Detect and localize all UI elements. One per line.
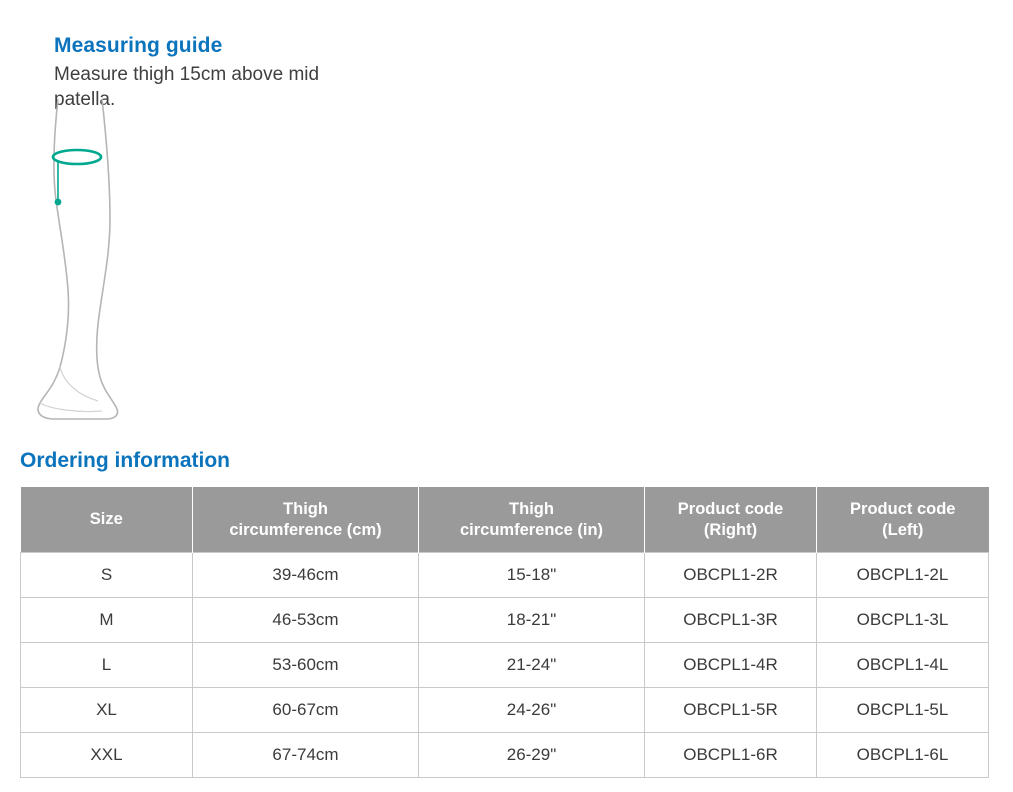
column-header-product-code-left-line2: (Left) <box>882 520 924 539</box>
cell-size: L <box>21 643 193 688</box>
column-header-product-code-left-line1: Product code <box>850 500 956 518</box>
measuring-guide-title: Measuring guide <box>54 34 223 57</box>
cell-product-code-right: OBCPL1-6R <box>645 733 817 778</box>
table-row <box>21 688 989 733</box>
ordering-information-title: Ordering information <box>20 449 230 472</box>
cell-thigh-cm: 67-74cm <box>193 733 419 778</box>
cell-product-code-left: OBCPL1-4L <box>817 643 989 688</box>
table-row <box>21 553 989 598</box>
column-header-thigh-in-line1: Thigh <box>509 500 554 518</box>
cell-thigh-in: 26-29" <box>419 733 645 778</box>
cell-thigh-in: 21-24" <box>419 643 645 688</box>
table-row <box>21 598 989 643</box>
column-header-product-code-right-line2: (Right) <box>703 520 758 539</box>
leg-diagram-icon <box>20 95 220 425</box>
column-header-product-code-right-line1: Product code <box>677 500 784 518</box>
column-header-thigh-in <box>419 487 645 553</box>
column-header-product-code-left <box>817 487 989 553</box>
cell-thigh-cm: 39-46cm <box>193 553 419 598</box>
table-header-row <box>21 487 989 553</box>
cell-size: XXL <box>21 733 193 778</box>
column-header-product-code-right <box>645 487 817 553</box>
column-header-thigh-in-line2: circumference (in) <box>459 520 604 539</box>
measuring-guide-instruction: Measure thigh 15cm above mid patella. <box>54 64 320 111</box>
cell-product-code-left: OBCPL1-2L <box>817 553 989 598</box>
cell-product-code-right: OBCPL1-4R <box>645 643 817 688</box>
cell-size: XL <box>21 688 193 733</box>
cell-product-code-right: OBCPL1-3R <box>645 598 817 643</box>
column-header-thigh-cm-line2: circumference (cm) <box>229 520 382 539</box>
column-header-size <box>21 487 193 553</box>
cell-thigh-cm: 53-60cm <box>193 643 419 688</box>
cell-size: M <box>21 598 193 643</box>
cell-size: S <box>21 553 193 598</box>
cell-thigh-in: 15-18" <box>419 553 645 598</box>
cell-thigh-in: 24-26" <box>419 688 645 733</box>
cell-product-code-left: OBCPL1-5L <box>817 688 989 733</box>
cell-thigh-cm: 46-53cm <box>193 598 419 643</box>
cell-thigh-in: 18-21" <box>419 598 645 643</box>
cell-product-code-right: OBCPL1-5R <box>645 688 817 733</box>
cell-product-code-right: OBCPL1-2R <box>645 553 817 598</box>
column-header-size-line1: Size <box>89 510 123 529</box>
column-header-thigh-cm-line1: Thigh <box>283 500 328 518</box>
cell-product-code-left: OBCPL1-3L <box>817 598 989 643</box>
cell-thigh-cm: 60-67cm <box>193 688 419 733</box>
ordering-information-table <box>20 487 989 778</box>
table-row <box>21 643 989 688</box>
table-row <box>21 733 989 778</box>
column-header-thigh-cm <box>193 487 419 553</box>
cell-product-code-left: OBCPL1-6L <box>817 733 989 778</box>
